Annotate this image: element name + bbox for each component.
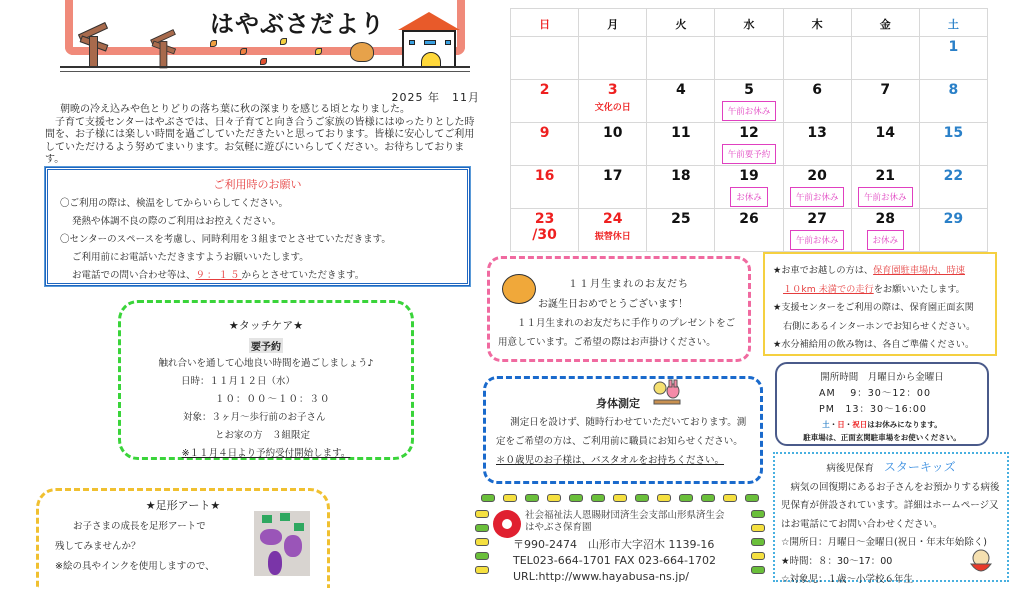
org-line2: はやぶさ保育園 [525, 522, 592, 533]
measurement-body [496, 413, 754, 470]
calendar-day-holiday [579, 80, 647, 123]
touch-care-lead: 触れ合いを通して心地良い時間を過ごしましょう♪ [158, 358, 374, 369]
calendar-day [511, 37, 579, 80]
postal-address: 〒990-2474 山形市大字沼木 1139-16 [513, 538, 715, 551]
saiseikai-logo-icon [493, 510, 521, 538]
calendar-day: 26 [715, 209, 783, 252]
squirrel-icon [502, 274, 536, 304]
website-link[interactable]: URL:http://www.hayabusa-ns.jp/ [513, 570, 690, 583]
calendar-day: 6 [783, 80, 851, 123]
day-number: 27 [807, 211, 827, 227]
calendar-weekday-header [511, 9, 988, 37]
touch-care-title: ★タッチケア★ [228, 319, 304, 332]
touch-care-note: ※１１月４日より予約受付開始します。 [181, 448, 351, 459]
birthday-box [487, 256, 751, 362]
calendar-day [715, 123, 783, 166]
calendar-day [715, 37, 783, 80]
calendar-day-holiday [579, 209, 647, 252]
weekday-mon: 月 [579, 9, 647, 37]
scale-rabbit-icon [652, 378, 682, 406]
ground-line [60, 66, 470, 72]
calendar-day [851, 37, 919, 80]
sick-care-target: ☆対象児：１歳～小学校６年生 [781, 574, 914, 585]
calendar-day: 14 [851, 123, 919, 166]
calendar-week [511, 37, 988, 80]
calendar-day [783, 166, 851, 209]
touch-care-date: 日時：１１月１２日（水） [181, 376, 296, 387]
footprint-art-line: 残してみませんか？ [55, 541, 141, 552]
calendar-day [715, 166, 783, 209]
notice-item: ご利用前にお電話いただきますようお願いいたします。 [72, 252, 309, 263]
day-number: 21 [875, 168, 896, 184]
sick-care-label: 病後児保育 [826, 463, 874, 474]
footprint-art-line: ※絵の具やインクを使用しますので、 [55, 561, 215, 572]
hours-am: AM 9：30～12：00 [819, 388, 932, 399]
closure-badge: お休み [867, 230, 905, 250]
opening-hours-box [775, 362, 989, 446]
holiday-label: 振替休日 [594, 232, 631, 242]
calendar-day: 15 [919, 123, 987, 166]
closed-days [777, 418, 987, 431]
calendar-day: 2 [511, 80, 579, 123]
phone-time: ９：１５ [195, 270, 242, 281]
leaf-icon [240, 48, 247, 55]
day-number: 23 [534, 211, 555, 227]
calendar-day: 29 [919, 209, 987, 252]
notice-item: 発熱や体調不良の際のご利用はお控えください。 [72, 216, 282, 227]
closure-badge: 午前お休み [790, 230, 845, 250]
calendar-day: 4 [647, 80, 715, 123]
autumn-tree-icon [150, 26, 176, 69]
closure-badge: 午前お休み [722, 101, 777, 121]
calendar-day [783, 37, 851, 80]
phone-prefix: お電話での問い合わせ等は、 [72, 270, 196, 281]
header-banner [60, 0, 470, 78]
issue-date: 2025 年 11月 [391, 91, 480, 104]
sick-care-desc: 病気の回復期にあるお子さんをお預かりする病後児保育が併設されています。詳細はホームページ又はお電話にてお問い合わせください。 [781, 481, 1000, 530]
day-number: 28 [875, 211, 896, 227]
speed-limit-text: １０km 未満での走行 [783, 283, 874, 295]
weekday-fri: 金 [851, 9, 919, 37]
calendar-day [783, 209, 851, 252]
address-block [513, 537, 716, 585]
november-calendar [510, 8, 988, 252]
touch-care-box [118, 300, 414, 460]
puppy-icon [968, 548, 994, 576]
notice-item: 〇センターのスペースを考慮し、同時利用を３組までとさせていただきます。 [60, 234, 391, 245]
calendar-day: 10 [579, 123, 647, 166]
touch-care-time: １０：００～１０：３０ [215, 394, 331, 405]
footprint-art-line: お子さまの成長を足形アートで [73, 521, 206, 532]
nursery-contact-box [473, 488, 773, 583]
parking-text: をお願いいたします。 [873, 283, 965, 295]
closure-badge: 午前お休み [858, 187, 913, 207]
separator: ・ [844, 420, 853, 429]
org-line1: 社会福祉法人恩賜財団済生会支部山形県済生会 [525, 510, 725, 521]
calendar-day [511, 209, 579, 252]
phone-suffix: からとさせていただきます。 [241, 270, 365, 281]
squirrel-icon [350, 42, 374, 62]
hours-pm: PM 13：30～16:00 [819, 404, 927, 415]
hours-title: 開所時間 月曜日から金曜日 [820, 372, 944, 383]
day-number: 3 [607, 82, 618, 98]
parking-line [773, 281, 987, 300]
weekday-sat: 土 [919, 9, 987, 37]
closed-sun: 日 [837, 420, 845, 429]
parking-note-box [763, 252, 997, 356]
weekday-tue: 火 [647, 9, 715, 37]
calendar-day [715, 80, 783, 123]
touch-care-target2: とお家の方 ３組限定 [215, 430, 311, 441]
weekday-wed: 水 [715, 9, 783, 37]
sick-care-days: ☆開所日：月曜日～金曜日(祝日・年末年始除く) [781, 537, 987, 548]
closed-sat: 土 [822, 420, 830, 429]
calendar-week [511, 123, 988, 166]
intro-paragraph: 子育て支援センターはやぶさでは、日々子育てと向き合うご家族の皆様にはゆったりとした時間を、お子様には楽しい時間を過ごしていただきたいと思っております。皆様に安心してご利用していただけるよう努めてまいります。お気軽に遊びにいらしてください。お待ちしております。 [45, 116, 475, 166]
autumn-tree-icon [78, 18, 108, 68]
leaf-icon [210, 40, 217, 47]
day-number: 12 [739, 125, 759, 141]
sick-care-time: ★時間：８：30～17：00 [781, 555, 893, 567]
notice-item: 〇ご利用の際は、検温をしてからいらしてください。 [60, 198, 289, 209]
calendar-day: 9 [511, 123, 579, 166]
usage-notice-box [45, 167, 470, 286]
intro-paragraph: 朝晩の冷え込みや色とりどりの落ち葉に秋の深まりを感じる頃となりました。 [60, 104, 410, 115]
leaf-icon [315, 48, 322, 55]
calendar-week [511, 209, 988, 252]
nursery-house-icon [398, 12, 460, 68]
calendar-day: 16 [511, 166, 579, 209]
footprint-art-photo [254, 511, 310, 576]
calendar-day: 25 [647, 209, 715, 252]
intercom-line: 右側にあるインターホンでお知らせください。 [783, 320, 976, 332]
day-number: /30 [532, 227, 557, 243]
calendar-day [647, 37, 715, 80]
speed-limit-text: 保育園駐車場内、時速 [873, 265, 965, 276]
calendar-day: 13 [783, 123, 851, 166]
birthday-line3: １１月生まれのお友だちに手作りのプレゼントをご用意しています。ご希望の際はお声掛けください。 [498, 318, 736, 348]
birthday-line2: お誕生日おめでとうございます！ [538, 299, 688, 310]
birthday-line1: １１月生まれのお友だち [568, 279, 689, 290]
calendar-day [851, 209, 919, 252]
organization-name [525, 510, 725, 534]
calendar-day: 8 [919, 80, 987, 123]
notice-item-phone [60, 267, 455, 285]
calendar-day [851, 166, 919, 209]
intro-text [45, 104, 480, 167]
calendar-week [511, 166, 988, 209]
star-kids-name: スターキッズ [883, 460, 956, 474]
body-measurement-box [483, 376, 763, 484]
day-number: 5 [744, 82, 754, 98]
separator: ・ [829, 420, 838, 429]
notice-title: ご利用時のお願い [213, 178, 302, 191]
reservation-badge: 午前要予約 [722, 144, 777, 164]
calendar-day: 18 [647, 166, 715, 209]
reservation-badge: 要予約 [249, 338, 283, 353]
touch-care-target: 対象：３ヶ月～歩行前のお子さん [183, 412, 326, 423]
closure-badge: 午前お休み [790, 187, 845, 207]
measurement-text: 測定日を設けず、随時行わせていただいております。測定をご希望の方は、ご利用前に職員にお知らせください。 [496, 417, 747, 447]
parking-line [773, 262, 987, 281]
calendar-day: 11 [647, 123, 715, 166]
measurement-title: 身体測定 [596, 397, 640, 410]
closure-badge: お休み [730, 187, 768, 207]
intercom-line: ★支援センターをご利用の際は、保育園正面玄関 [773, 302, 974, 313]
leaf-icon [280, 38, 287, 45]
weekday-sun: 日 [511, 9, 579, 37]
calendar-week [511, 80, 988, 123]
calendar-day: 22 [919, 166, 987, 209]
calendar-day: 1 [919, 37, 987, 80]
closed-suffix: はお休みになります。 [867, 420, 942, 429]
parking-info: 駐車場は、正面玄関駐車場をお使いください。 [803, 433, 961, 442]
calendar-day: 7 [851, 80, 919, 123]
parking-text: ★お車でお越しの方は、 [773, 265, 874, 276]
holiday-label: 文化の日 [594, 103, 631, 113]
drink-line: ★水分補給用の飲み物は、各自ご準備ください。 [773, 339, 975, 350]
weekday-thu: 木 [783, 9, 851, 37]
day-number: 20 [807, 168, 827, 184]
calendar-day [579, 37, 647, 80]
calendar-day: 17 [579, 166, 647, 209]
footprint-art-title: ★足形アート★ [145, 499, 221, 512]
tel-fax: TEL023-664-1701 FAX 023-664-1702 [513, 554, 717, 567]
closed-holiday: 祝日 [852, 420, 868, 429]
day-number: 24 [602, 211, 623, 227]
measurement-note: ＊０歳児のお子様は、バスタオルをお持ちください。 [496, 455, 725, 466]
newsletter-title: はやぶさだより [210, 10, 385, 38]
sick-care-title [781, 458, 1001, 479]
leaf-icon [260, 58, 267, 65]
day-number: 19 [739, 168, 759, 184]
